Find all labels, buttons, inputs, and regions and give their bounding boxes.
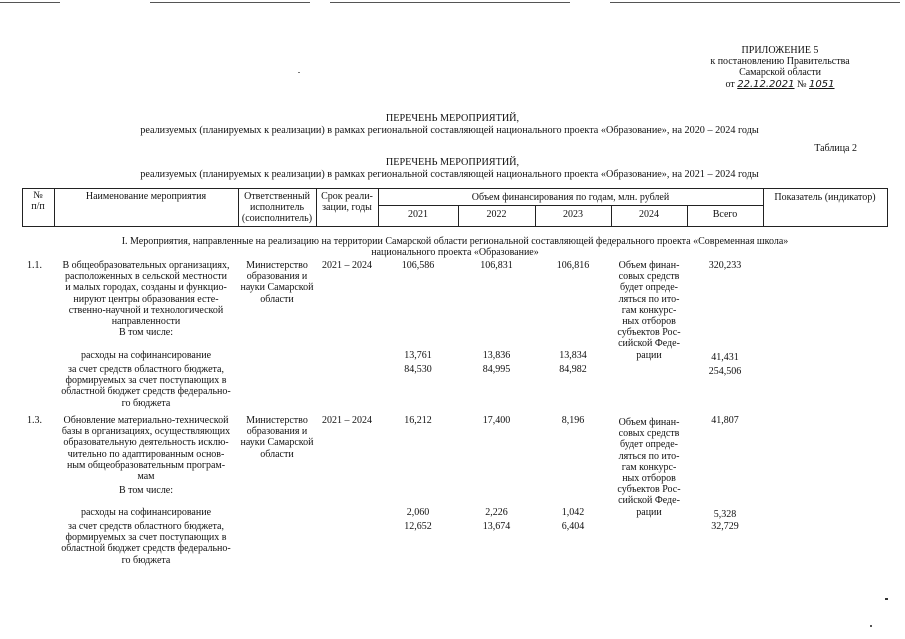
heading-1-subtitle: реализуемых (планируемых к реализации) в рамках региональной составляющей национального проекта «Образование», на 2020 – 2024 годы bbox=[140, 125, 759, 136]
scan-speck bbox=[870, 625, 872, 627]
header-term: Срок реали- зации, годы bbox=[321, 191, 373, 214]
value-2024-note: Объем финан- совых средств будет опреде- ляться по ито- гам конкурс- ных отборов субъектов Рос- сийской Феде- рации bbox=[617, 417, 681, 518]
scan-edge bbox=[330, 2, 570, 3]
regional-total: 254,506 bbox=[708, 366, 742, 377]
regional-2021: 12,652 bbox=[404, 521, 432, 532]
regional-2021: 84,530 bbox=[404, 364, 432, 375]
appendix-date-line bbox=[660, 79, 900, 90]
value-total: 320,233 bbox=[708, 260, 742, 271]
header-year-2023: 2023 bbox=[563, 209, 583, 220]
regional-2022: 84,995 bbox=[482, 364, 511, 375]
appendix-title: ПРИЛОЖЕНИЕ 5 bbox=[741, 45, 819, 56]
table-label: Таблица 2 bbox=[814, 143, 857, 154]
scan-edge bbox=[150, 2, 310, 3]
appendix-block bbox=[660, 45, 900, 90]
row-name: Обновление материально-технической базы в организациях, осуществляющих образовательную деятельность исклю- чительно по адаптированным основ- ным общеобразовательным програм- мам В том числе: bbox=[61, 415, 231, 497]
regional-total: 32,729 bbox=[711, 521, 739, 532]
header-responsible: Ответственный исполнитель (соисполнитель) bbox=[241, 191, 313, 225]
value-2023: 8,196 bbox=[561, 415, 585, 426]
value-2021: 106,586 bbox=[401, 260, 435, 271]
header-indicator: Показатель (индикатор) bbox=[774, 192, 876, 203]
value-2024-note: Объем финан- совых средств будет опреде- ляться по ито- гам конкурс- ных отборов субъектов Рос- сийской Феде- рации bbox=[617, 260, 681, 361]
decree-date: 22.12.2021 bbox=[737, 78, 795, 90]
header-num: № п/п bbox=[31, 190, 45, 213]
cofin-2021: 2,060 bbox=[406, 507, 430, 518]
row-number: 1.3. bbox=[27, 415, 42, 426]
decree-number: 1051 bbox=[809, 78, 835, 90]
heading-2-title: ПЕРЕЧЕНЬ МЕРОПРИЯТИЙ, bbox=[385, 157, 520, 168]
heading-2-subtitle: реализуемых (планируемых к реализации) в рамках региональной составляющей национального проекта «Образование», на 2021 – 2024 годы bbox=[140, 169, 759, 180]
appendix-line: к постановлению Правительства bbox=[710, 56, 850, 68]
heading-1-title: ПЕРЕЧЕНЬ МЕРОПРИЯТИЙ, bbox=[385, 113, 520, 124]
value-2021: 16,212 bbox=[404, 415, 432, 426]
row-term: 2021 – 2024 bbox=[322, 260, 372, 271]
regional-2022: 13,674 bbox=[482, 521, 511, 532]
cofin-label: расходы на софинансирование bbox=[80, 350, 212, 361]
header-name: Наименование мероприятия bbox=[85, 191, 207, 202]
row-number: 1.1. bbox=[27, 260, 42, 271]
header-year-2021: 2021 bbox=[408, 209, 428, 220]
cofin-2023: 13,834 bbox=[559, 350, 587, 361]
regional-2023: 6,404 bbox=[561, 521, 585, 532]
section-title: I. Мероприятия, направленные на реализацию на территории Самарской области региональной составляющей федерального проекта «Современная школа» национального проекта «Образование» bbox=[121, 236, 789, 259]
row-responsible: Министерство образования и науки Самарской области bbox=[240, 260, 314, 305]
header-total: Всего bbox=[712, 209, 738, 220]
value-2022: 106,831 bbox=[480, 260, 513, 271]
cofin-2023: 1,042 bbox=[561, 507, 585, 518]
value-2022: 17,400 bbox=[482, 415, 511, 426]
appendix-line: Самарской области bbox=[739, 67, 821, 79]
regional-label: за счет средств областного бюджета, формируемых за счет поступающих в областной бюджет средств федерально- го бюджета bbox=[61, 521, 231, 566]
value-total: 41,807 bbox=[711, 415, 739, 426]
header-funding: Объем финансирования по годам, млн. рублей bbox=[471, 192, 670, 203]
scan-edge bbox=[610, 2, 900, 3]
scan-speck bbox=[298, 72, 300, 73]
number-prefix: № bbox=[797, 78, 807, 90]
cofin-label: расходы на софинансирование bbox=[80, 507, 212, 518]
scan-edge bbox=[0, 2, 60, 3]
value-2023: 106,816 bbox=[556, 260, 590, 271]
row-term: 2021 – 2024 bbox=[322, 415, 372, 426]
scan-speck bbox=[885, 598, 888, 600]
row-responsible: Министерство образования и науки Самарской области bbox=[240, 415, 314, 460]
cofin-total: 41,431 bbox=[711, 352, 739, 363]
header-year-2022: 2022 bbox=[486, 209, 507, 220]
cofin-total: 5,328 bbox=[713, 509, 737, 520]
from-prefix: от bbox=[725, 78, 735, 90]
regional-label: за счет средств областного бюджета, формируемых за счет поступающих в областной бюджет средств федерально- го бюджета bbox=[61, 364, 231, 409]
header-year-2024: 2024 bbox=[639, 209, 659, 220]
regional-2023: 84,982 bbox=[559, 364, 587, 375]
cofin-2022: 2,226 bbox=[485, 507, 508, 518]
cofin-2021: 13,761 bbox=[404, 350, 432, 361]
cofin-2022: 13,836 bbox=[482, 350, 511, 361]
row-name: В общеобразовательных организациях, расположенных в сельской местности и малых городах, созданы и функцио- нируют центры образования есте- ственно-научной и технологической направленности В том числе: bbox=[62, 260, 230, 339]
